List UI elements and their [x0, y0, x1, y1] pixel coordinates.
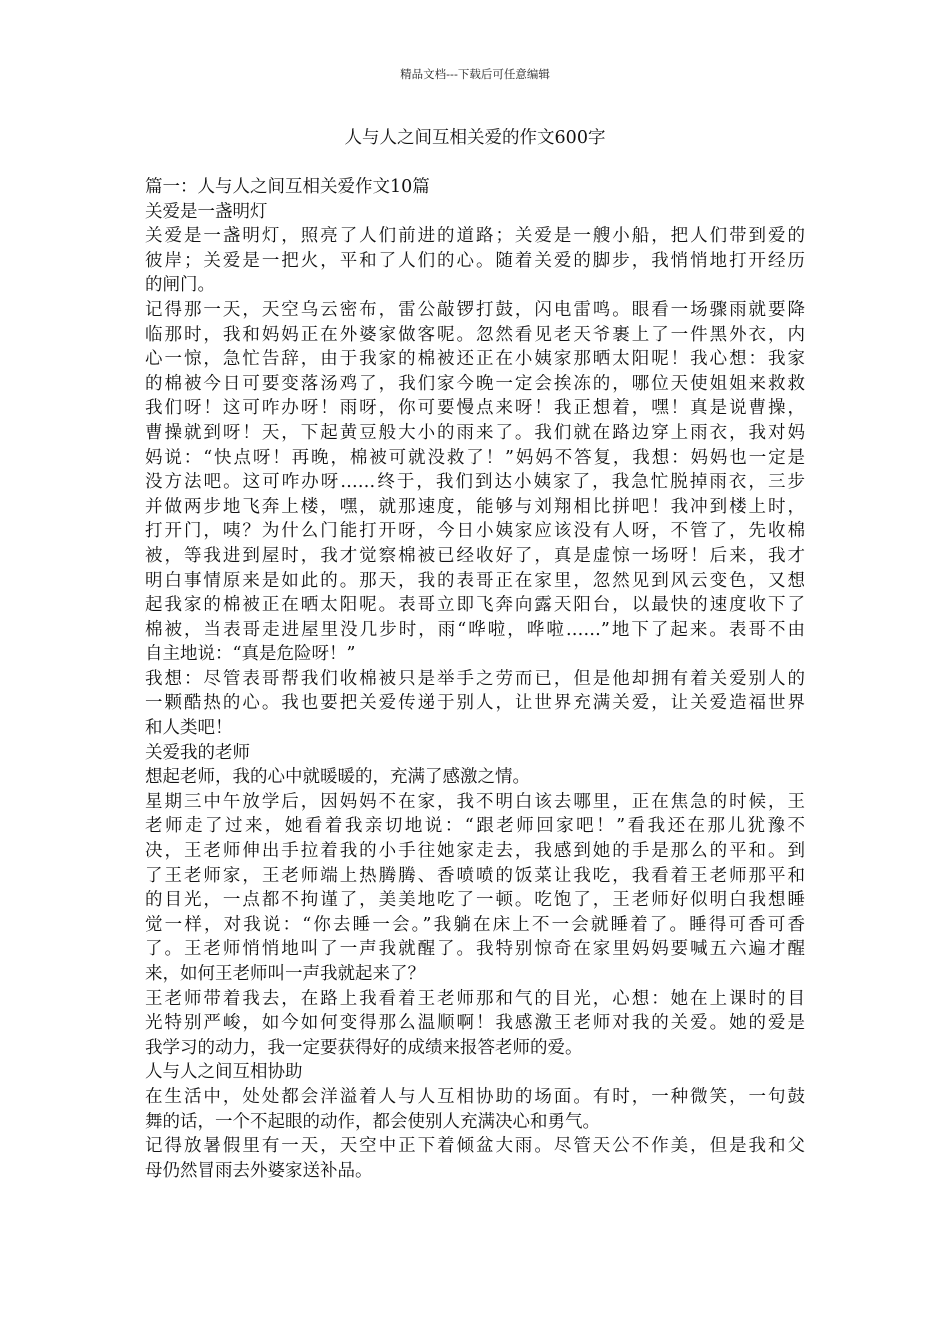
text-line: 起我家的棉被正在晒太阳呢。表哥立即飞奔向露天阳台，以最快的速度收下了 [145, 595, 805, 616]
text-line: 被，等我进到屋时，我才觉察棉被已经收好了，真是虚惊一场呀！后来，我才 [145, 545, 805, 566]
document-title: 人与人之间互相关爱的作文600字 [344, 128, 606, 148]
text-line: 和人类吧！ [145, 718, 233, 739]
text-line: 想起老师，我的心中就暖暖的，充满了感激之情。 [145, 767, 530, 788]
text-line: 关爱是一盏明灯，照亮了人们前进的道路；关爱是一艘小船，把人们带到爱的 [145, 226, 805, 247]
text-line: 临那时，我和妈妈正在外婆家做客呢。忽然看见老天爷裹上了一件黑外衣，内 [145, 324, 805, 345]
text-line: 决，王老师伸出手拉着我的小手往她家走去，我感到她的手是那么的平和。到 [145, 841, 805, 862]
text-line: 曹操就到呀！天，下起黄豆般大小的雨来了。我们就在路边穿上雨衣，我对妈 [145, 422, 805, 443]
text-line: 光特别严峻，如今如何变得那么温顺啊！我感激王老师对我的关爱。她的爱是 [145, 1013, 805, 1034]
text-line: 关爱我的老师 [145, 742, 250, 763]
text-line: 棉被，当表哥走进屋里没几步时，雨“哗啦，哗啦……”地下了起来。表哥不由 [145, 619, 805, 640]
text-line: 自主地说：“真是危险呀！” [145, 644, 356, 665]
text-line: 的目光，一点都不拘谨了，美美地吃了一顿。吃饱了，王老师好似明白我想睡 [145, 890, 805, 911]
text-line: 并做两步地飞奔上楼，嘿，就那速度，能够与刘翔相比拼吧！我冲到楼上时， [145, 496, 805, 517]
text-line: 没方法吧。这可咋办呀……终于，我们到达小姨家了，我急忙脱掉雨衣，三步 [145, 472, 805, 493]
text-line: 一颗酷热的心。我也要把关爱传递于别人，让世界充满关爱，让关爱造福世界 [145, 693, 805, 714]
text-line: 老师走了过来，她看着我亲切地说：“跟老师回家吧！”看我还在那儿犹豫不 [145, 816, 805, 837]
text-line: 的棉被今日可要变落汤鸡了，我们家今晚一定会挨冻的，哪位天使姐姐来救救 [145, 373, 805, 394]
text-line: 我学习的动力，我一定要获得好的成绩来报答老师的爱。 [145, 1037, 583, 1058]
text-line: 妈说：“快点呀！再晚，棉被可就没救了！”妈妈不答复，我想：妈妈也一定是 [145, 447, 805, 468]
text-line: 打开门，咦？为什么门能打开呀，今日小姨家应该没有人呀，不管了，先收棉 [145, 521, 805, 542]
text-line: 心一惊，急忙告辞，由于我家的棉被还正在小姨家那晒太阳呢！我心想：我家 [145, 349, 805, 370]
text-line: 记得放暑假里有一天，天空中正下着倾盆大雨。尽管天公不作美，但是我和父 [145, 1136, 805, 1157]
text-line: 篇一：人与人之间互相关爱作文10篇 [145, 177, 430, 197]
text-line: 人与人之间互相协助 [145, 1062, 303, 1083]
text-line: 明白事情原来是如此的。那天，我的表哥正在家里，忽然见到风云变色，又想 [145, 570, 805, 591]
text-line: 记得那一天，天空乌云密布，雷公敲锣打鼓，闪电雷鸣。眼看一场骤雨就要降 [145, 299, 805, 320]
text-line: 的闸门。 [145, 275, 215, 296]
text-line: 彼岸；关爱是一把火，平和了人们的心。随着关爱的脚步，我悄悄地打开经历 [145, 250, 805, 271]
text-line: 来，如何王老师叫一声我就起来了？ [145, 964, 425, 984]
text-line: 母仍然冒雨去外婆家送补品。 [145, 1160, 373, 1181]
text-line: 关爱是一盏明灯 [145, 201, 268, 222]
text-line: 我们呀！这可咋办呀！雨呀，你可要慢点来呀！我正想着，嘿！真是说曹操， [145, 398, 805, 419]
text-line: 觉一样，对我说：“你去睡一会。”我躺在床上不一会就睡着了。睡得可香可香 [145, 914, 805, 935]
text-line: 在生活中，处处都会洋溢着人与人互相协助的场面。有时，一种微笑，一句鼓 [145, 1086, 805, 1107]
text-line: 王老师带着我去，在路上我看着王老师那和气的目光，心想：她在上课时的目 [145, 988, 805, 1009]
document-body [145, 175, 805, 1183]
page-header-note: 精品文档---下载后可任意编辑 [400, 67, 550, 81]
text-line: 了。王老师悄悄地叫了一声我就醒了。我特别惊奇在家里妈妈要喊五六遍才醒 [145, 939, 805, 960]
text-line: 星期三中午放学后，因妈妈不在家，我不明白该去哪里，正在焦急的时候，王 [145, 791, 805, 812]
text-line: 我想：尽管表哥帮我们收棉被只是举手之劳而已，但是他却拥有着关爱别人的 [145, 668, 805, 689]
text-line: 了王老师家，王老师端上热腾腾、香喷喷的饭菜让我吃，我看着王老师那平和 [145, 865, 805, 886]
text-line: 舞的话，一个不起眼的动作，都会使别人充满决心和勇气。 [145, 1111, 600, 1132]
